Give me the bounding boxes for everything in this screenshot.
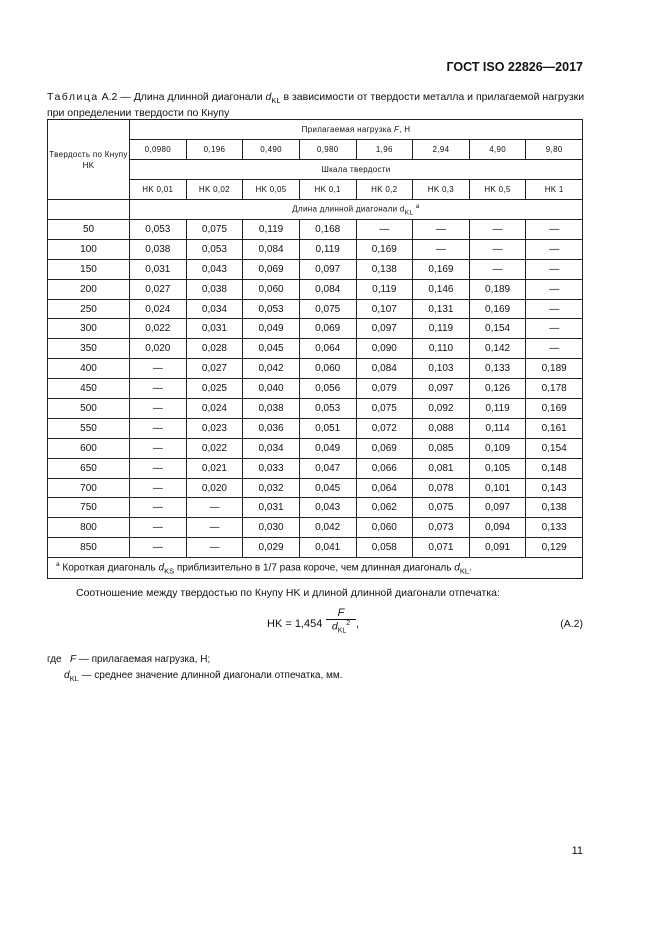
diagonal-cell: — (130, 399, 187, 419)
diagonal-cell: 0,034 (186, 299, 243, 319)
diagonal-cell: 0,030 (243, 518, 300, 538)
diagonal-cell: 0,148 (526, 458, 583, 478)
diagonal-cell: 0,043 (186, 259, 243, 279)
diagonal-cell: 0,090 (356, 339, 413, 359)
table-row (48, 478, 583, 498)
diagonal-cell: 0,056 (299, 379, 356, 399)
diagonal-cell: — (130, 498, 187, 518)
diagonal-cell: 0,049 (243, 319, 300, 339)
diagonal-cell: 0,075 (186, 220, 243, 240)
diagonal-cell: 0,029 (243, 538, 300, 558)
diagonal-cell: — (469, 259, 526, 279)
hardness-cell: 150 (48, 259, 130, 279)
caption-prefix: Таблица (47, 91, 99, 103)
diagonal-cell: 0,079 (356, 379, 413, 399)
table-caption (47, 91, 587, 120)
diagonal-cell: 0,041 (299, 538, 356, 558)
diagonal-cell: 0,092 (413, 399, 470, 419)
diagonal-cell: — (526, 220, 583, 240)
load-value: 4,90 (469, 140, 526, 160)
caption-symbol-sub: KL (271, 96, 281, 106)
diagonal-cell: 0,081 (413, 458, 470, 478)
diagonal-cell: 0,053 (186, 239, 243, 259)
diagonal-cell: 0,062 (356, 498, 413, 518)
formula-lhs: HK = 1,454 (267, 618, 323, 630)
diagonal-cell: — (186, 538, 243, 558)
diagonal-cell: 0,038 (243, 399, 300, 419)
diagonal-cell: 0,091 (469, 538, 526, 558)
scale-value: HK 0,01 (130, 180, 187, 200)
scale-header: Шкала твердости (130, 160, 583, 180)
table-row (48, 518, 583, 538)
scale-value: HK 1 (526, 180, 583, 200)
diag-header: Длина длинной диагонали $d_{KL}$ $^a$ (130, 200, 583, 220)
standard-header: ГОСТ ISO 22826—2017 (446, 60, 583, 74)
diagonal-cell: 0,084 (356, 359, 413, 379)
formula-numerator: F (326, 607, 356, 620)
diagonal-cell: 0,051 (299, 418, 356, 438)
hardness-cell: 50 (48, 220, 130, 240)
diagonal-cell: — (130, 518, 187, 538)
diagonal-cell: 0,119 (469, 399, 526, 419)
scale-value: HK 0,3 (413, 180, 470, 200)
caption-number: А.2 (101, 91, 118, 103)
diagonal-cell: 0,161 (526, 418, 583, 438)
diagonal-cell: — (130, 359, 187, 379)
diagonal-cell: — (356, 220, 413, 240)
diagonal-cell: 0,094 (469, 518, 526, 538)
diagonal-cell: 0,154 (469, 319, 526, 339)
table-row (48, 399, 583, 419)
diagonal-cell: 0,107 (356, 299, 413, 319)
diagonal-cell: 0,047 (299, 458, 356, 478)
diagonal-cell: 0,036 (243, 418, 300, 438)
hardness-cell: 350 (48, 339, 130, 359)
scale-value: HK 0,5 (469, 180, 526, 200)
diagonal-cell: 0,045 (299, 478, 356, 498)
diagonal-cell: 0,075 (413, 498, 470, 518)
table-footnote: $^a$ Короткая диагональ $d_{KS}$ приблизительно в 1/7 раза короче, чем длинная диагональ $d_{KL}$. (48, 558, 583, 579)
diagonal-cell: 0,069 (299, 319, 356, 339)
table-row (48, 438, 583, 458)
diagonal-cell: 0,020 (186, 478, 243, 498)
diagonal-cell: 0,169 (413, 259, 470, 279)
page-number: 11 (571, 845, 583, 857)
diagonal-cell: 0,133 (469, 359, 526, 379)
diagonal-cell: — (130, 458, 187, 478)
diagonal-cell: 0,073 (413, 518, 470, 538)
table-row (48, 359, 583, 379)
diagonal-cell: — (130, 438, 187, 458)
diagonal-cell: 0,084 (243, 239, 300, 259)
diagonal-cell: 0,060 (243, 279, 300, 299)
load-value: 0,490 (243, 140, 300, 160)
diagonal-cell: — (186, 498, 243, 518)
diagonal-cell: 0,085 (413, 438, 470, 458)
diagonal-cell: — (130, 379, 187, 399)
legend-line-2: $d_{KL}$ — среднее значение длинной диагонали отпечатка, мм. (64, 670, 343, 683)
diagonal-cell: — (526, 279, 583, 299)
diagonal-cell: 0,169 (526, 399, 583, 419)
diagonal-cell: 0,110 (413, 339, 470, 359)
diagonal-cell: 0,097 (356, 319, 413, 339)
diagonal-cell: 0,027 (186, 359, 243, 379)
diagonal-cell: 0,097 (469, 498, 526, 518)
legend-line-1: где F — прилагаемая нагрузка, Н; (47, 654, 211, 665)
diagonal-cell: 0,119 (413, 319, 470, 339)
diagonal-cell: 0,042 (243, 359, 300, 379)
diagonal-cell: 0,023 (186, 418, 243, 438)
diagonal-cell: 0,105 (469, 458, 526, 478)
diagonal-cell: 0,088 (413, 418, 470, 438)
diagonal-cell: 0,129 (526, 538, 583, 558)
formula-fraction (326, 607, 356, 635)
diagonal-cell: 0,154 (526, 438, 583, 458)
diagonal-cell: 0,178 (526, 379, 583, 399)
table-row (48, 259, 583, 279)
scale-value: HK 0,02 (186, 180, 243, 200)
diagonal-cell: 0,064 (356, 478, 413, 498)
diagonal-cell: — (130, 478, 187, 498)
diagonal-cell: — (526, 339, 583, 359)
load-header: Прилагаемая нагрузка F, Н (130, 120, 583, 140)
diagonal-cell: 0,097 (413, 379, 470, 399)
hardness-cell: 400 (48, 359, 130, 379)
table-row (48, 379, 583, 399)
footnote-row (48, 558, 583, 579)
diagonal-cell: 0,053 (299, 399, 356, 419)
diagonal-cell: 0,033 (243, 458, 300, 478)
diagonal-cell: — (526, 239, 583, 259)
formula-trail: , (356, 618, 360, 630)
diagonal-cell: 0,114 (469, 418, 526, 438)
diagonal-cell: 0,045 (243, 339, 300, 359)
diagonal-cell: — (413, 239, 470, 259)
diagonal-cell: — (526, 319, 583, 339)
diagonal-cell: 0,069 (243, 259, 300, 279)
formula-denominator: $d_{KL}^2$ (331, 620, 351, 635)
diagonal-cell: 0,189 (469, 279, 526, 299)
load-value: 9,80 (526, 140, 583, 160)
hardness-cell: 850 (48, 538, 130, 558)
hardness-cell: 800 (48, 518, 130, 538)
load-value: 0,980 (299, 140, 356, 160)
diagonal-cell: 0,038 (186, 279, 243, 299)
hardness-cell: 200 (48, 279, 130, 299)
hardness-cell: 100 (48, 239, 130, 259)
hardness-table (47, 119, 583, 579)
equation-number: (А.2) (560, 618, 583, 630)
diagonal-cell: 0,097 (299, 259, 356, 279)
diagonal-cell: 0,024 (130, 299, 187, 319)
diagonal-cell: — (130, 538, 187, 558)
diagonal-cell: 0,169 (356, 239, 413, 259)
diagonal-cell: 0,049 (299, 438, 356, 458)
diagonal-cell: 0,168 (299, 220, 356, 240)
table-row (48, 418, 583, 438)
caption-text-after: в зависимости от твердости металла и прилагаемой нагрузки при определении твердости по Кнупу (47, 91, 585, 120)
relation-text: Соотношение между твердостью по Кнупу HK и длиной длинной диагонали отпечатка: (76, 587, 500, 599)
diagonal-cell: 0,075 (356, 399, 413, 419)
load-value: 1,96 (356, 140, 413, 160)
scale-value: HK 0,05 (243, 180, 300, 200)
diagonal-cell: 0,060 (356, 518, 413, 538)
hardness-cell: 500 (48, 399, 130, 419)
diagonal-cell: 0,131 (413, 299, 470, 319)
diagonal-cell: 0,142 (469, 339, 526, 359)
diagonal-cell: 0,189 (526, 359, 583, 379)
load-value: 0,196 (186, 140, 243, 160)
diagonal-cell: 0,020 (130, 339, 187, 359)
diagonal-cell: 0,066 (356, 458, 413, 478)
caption-text-before: — Длина длинной диагонали (117, 91, 266, 103)
diagonal-cell: 0,024 (186, 399, 243, 419)
diagonal-cell: 0,032 (243, 478, 300, 498)
hardness-cell: 650 (48, 458, 130, 478)
diagonal-cell: 0,103 (413, 359, 470, 379)
diagonal-cell: 0,025 (186, 379, 243, 399)
diagonal-cell: 0,058 (356, 538, 413, 558)
diagonal-cell: 0,021 (186, 458, 243, 478)
diagonal-cell: 0,075 (299, 299, 356, 319)
diagonal-cell: 0,169 (469, 299, 526, 319)
diagonal-cell: 0,138 (356, 259, 413, 279)
hardness-cell: 250 (48, 299, 130, 319)
hardness-cell: 550 (48, 418, 130, 438)
diagonal-cell: 0,071 (413, 538, 470, 558)
diagonal-cell: 0,126 (469, 379, 526, 399)
diagonal-cell: 0,072 (356, 418, 413, 438)
diagonal-cell: 0,031 (186, 319, 243, 339)
diagonal-cell: 0,034 (243, 438, 300, 458)
diagonal-cell: — (469, 220, 526, 240)
diagonal-cell: 0,119 (243, 220, 300, 240)
table-row (48, 498, 583, 518)
diagonal-cell: 0,043 (299, 498, 356, 518)
diagonal-cell: 0,022 (186, 438, 243, 458)
diagonal-cell: 0,084 (299, 279, 356, 299)
diagonal-cell: — (469, 239, 526, 259)
diagonal-cell: 0,138 (526, 498, 583, 518)
diagonal-cell: 0,146 (413, 279, 470, 299)
row-header: Твердость по Кнупу HK (48, 120, 130, 200)
diagonal-cell: 0,038 (130, 239, 187, 259)
table-row (48, 458, 583, 478)
table-row (48, 299, 583, 319)
hardness-cell: 300 (48, 319, 130, 339)
table-row (48, 339, 583, 359)
table-row (48, 538, 583, 558)
diagonal-cell: 0,031 (243, 498, 300, 518)
hardness-cell: 750 (48, 498, 130, 518)
scale-value: HK 0,2 (356, 180, 413, 200)
diagonal-cell: 0,031 (130, 259, 187, 279)
hardness-cell: 700 (48, 478, 130, 498)
diagonal-cell: — (526, 299, 583, 319)
diagonal-cell: 0,022 (130, 319, 187, 339)
diagonal-cell: 0,119 (299, 239, 356, 259)
diagonal-cell: 0,027 (130, 279, 187, 299)
load-value: 0,0980 (130, 140, 187, 160)
diagonal-cell: 0,064 (299, 339, 356, 359)
scale-value: HK 0,1 (299, 180, 356, 200)
diagonal-cell: 0,040 (243, 379, 300, 399)
diagonal-cell: 0,133 (526, 518, 583, 538)
diagonal-cell: — (413, 220, 470, 240)
diagonal-cell: 0,119 (356, 279, 413, 299)
diagonal-cell: 0,109 (469, 438, 526, 458)
caption-symbol: d (265, 91, 272, 103)
table-row (48, 220, 583, 240)
diagonal-cell: 0,069 (356, 438, 413, 458)
diagonal-cell: 0,053 (243, 299, 300, 319)
diagonal-cell: 0,101 (469, 478, 526, 498)
diagonal-cell: — (130, 418, 187, 438)
table-row (48, 279, 583, 299)
diagonal-cell: — (186, 518, 243, 538)
diagonal-cell: 0,060 (299, 359, 356, 379)
table-row (48, 239, 583, 259)
diagonal-cell: 0,078 (413, 478, 470, 498)
diagonal-cell: — (526, 259, 583, 279)
diagonal-cell: 0,042 (299, 518, 356, 538)
load-value: 2,94 (413, 140, 470, 160)
diagonal-cell: 0,053 (130, 220, 187, 240)
diagonal-cell: 0,143 (526, 478, 583, 498)
diagonal-cell: 0,028 (186, 339, 243, 359)
hardness-cell: 450 (48, 379, 130, 399)
hardness-cell: 600 (48, 438, 130, 458)
table-row (48, 319, 583, 339)
